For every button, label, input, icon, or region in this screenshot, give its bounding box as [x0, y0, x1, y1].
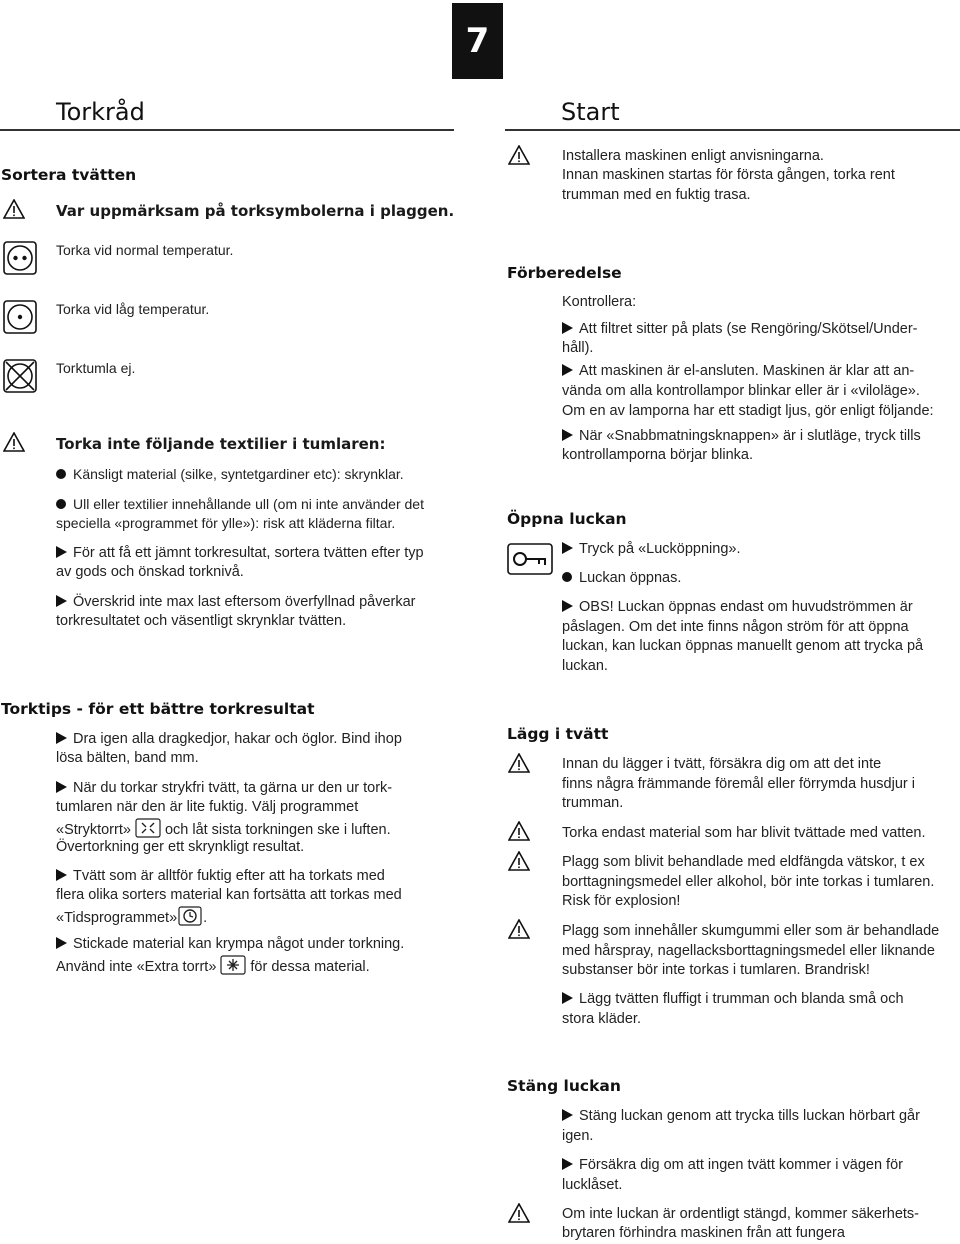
arrow-bullet-icon	[56, 869, 67, 881]
symbol-label-low: Torka vid låg temperatur.	[56, 301, 210, 317]
arrow-bullet-icon	[562, 364, 573, 376]
sort-bullet-1-text: Känsligt material (silke, syntetgardiner etc): skrynklar.	[73, 466, 404, 482]
close-step-1-line-1: Stäng luckan genom att trycka tills luckan hörbart går	[579, 1108, 920, 1124]
page-number-tab	[452, 3, 503, 79]
sort-warning-2: Torka inte följande textilier i tumlaren:	[56, 435, 386, 453]
sort-bullet-1	[56, 465, 404, 485]
tip-4-program-name: Använd inte «Extra torrt»	[56, 959, 217, 975]
arrow-bullet-icon	[562, 1109, 573, 1121]
prep-item-1	[562, 320, 917, 340]
sort-arrow-1	[56, 544, 424, 564]
left-title: Torkråd	[56, 98, 145, 126]
sort-bullet-2	[56, 495, 424, 515]
load-warning-4-line-3: substanser bör inte torkas i tumlaren. Brandrisk!	[562, 962, 870, 978]
close-step-2-line-2: lucklåset.	[562, 1177, 623, 1193]
load-warning-4-line-1: Plagg som innehåller skumgummi eller som är behandlade	[562, 923, 940, 939]
load-heading: Lägg i tvätt	[507, 725, 609, 743]
tips-heading: Torktips - för ett bättre torkresultat	[1, 700, 315, 718]
load-warning-3-line-1: Plagg som blivit behandlade med eldfängda vätskor, t ex	[562, 854, 925, 870]
warning-icon	[508, 145, 530, 165]
load-warning-1-line-2: finns några främmande föremål eller förrymda husdjur i	[562, 776, 915, 792]
arrow-bullet-icon	[562, 429, 573, 441]
tip-4-line-2	[56, 955, 370, 982]
warning-icon	[3, 432, 25, 452]
open-step-3-line-4: luckan.	[562, 658, 608, 674]
tip-2-line-3-rest: och låt sista torkningen ske i luften.	[164, 822, 391, 838]
load-warning-1-line-1: Innan du lägger i tvätt, försäkra dig om att det inte	[562, 756, 882, 772]
sort-arrow-2	[56, 593, 416, 613]
open-step-2-text: Luckan öppnas.	[579, 570, 682, 586]
tip-2	[56, 779, 392, 799]
do-not-tumble-dry-icon	[3, 359, 37, 393]
tip-4-line-2-rest: för dessa material.	[250, 959, 370, 975]
close-step-1	[562, 1107, 920, 1127]
sort-arrow-2-line-2: torkresultatet och väsentligt skrynklar tvätten.	[56, 613, 347, 629]
left-title-rule	[0, 129, 454, 131]
open-step-3-line-3: luckan, kan luckan öppnas manuellt genom att trycka på	[562, 638, 924, 654]
tip-3	[56, 867, 385, 887]
tip-3-line-3-end: .	[203, 910, 208, 926]
tip-2-line-2: tumlaren när den är lite fuktig. Välj programmet	[56, 799, 359, 815]
tumble-dry-normal-icon	[3, 241, 37, 275]
bullet-dot	[56, 469, 66, 479]
tip-1	[56, 730, 402, 750]
door-key-icon	[507, 543, 553, 575]
prep-item-2-line-1: Att maskinen är el-ansluten. Maskinen är klar att an-	[579, 363, 915, 379]
sort-heading: Sortera tvätten	[1, 166, 137, 184]
open-step-3	[562, 598, 913, 618]
close-heading: Stäng luckan	[507, 1077, 621, 1095]
arrow-bullet-icon	[562, 542, 573, 554]
load-warning-3-line-3: Risk för explosion!	[562, 893, 681, 909]
right-title: Start	[561, 98, 620, 126]
warning-icon	[508, 851, 530, 871]
sort-warning: Var uppmärksam på torksymbolerna i plaggen.	[56, 202, 455, 220]
open-step-1-text: Tryck på «Lucköppning».	[579, 541, 741, 557]
arrow-bullet-icon	[56, 937, 67, 949]
tip-2-program-name: «Stryktorrt»	[56, 822, 131, 838]
prep-item-1-line-1: Att filtret sitter på plats (se Rengöring/Skötsel/Under-	[579, 321, 918, 337]
prep-heading: Förberedelse	[507, 264, 622, 282]
close-step-2	[562, 1156, 903, 1176]
prep-item-3	[562, 427, 921, 447]
open-step-3-line-1: OBS! Luckan öppnas endast om huvudströmmen är	[579, 599, 913, 615]
symbol-label-normal: Torka vid normal temperatur.	[56, 242, 234, 258]
close-step-2-line-1: Försäkra dig om att ingen tvätt kommer i vägen för	[579, 1157, 903, 1173]
warning-icon	[3, 199, 25, 219]
tip-3-line-2: flera olika sorters material kan fortsätta att torkas med	[56, 887, 402, 903]
load-warning-4-line-2: med hårspray, nagellacksborttagningsmedel eller liknande	[562, 943, 935, 959]
load-warning-1-line-3: trumman.	[562, 795, 624, 811]
tip-3-line-1: Tvätt som är alltför fuktig efter att ha torkats med	[73, 868, 385, 884]
open-step-1	[562, 540, 740, 560]
tip-1-line-2: lösa bälten, band mm.	[56, 750, 199, 766]
prep-item-2-line-3: Om en av lamporna har ett stadigt ljus, gör enligt följande:	[562, 403, 934, 419]
warning-icon	[508, 821, 530, 841]
timer-program-icon	[178, 906, 202, 933]
arrow-bullet-icon	[562, 322, 573, 334]
bullet-dot	[56, 499, 66, 509]
close-warning-line-2: brytaren förhindra maskinen från att fungera	[562, 1225, 845, 1241]
arrow-bullet-icon	[56, 595, 67, 607]
tip-3-line-3	[56, 906, 207, 933]
prep-item-2-line-2: vända om alla kontrollampor blinkar eller är i «viloläge».	[562, 383, 920, 399]
tumble-dry-low-icon	[3, 300, 37, 334]
start-intro-line-1: Installera maskinen enligt anvisningarna.	[562, 148, 824, 164]
prep-item-2	[562, 362, 914, 382]
sort-arrow-1-line-2: av gods och önskad torknivå.	[56, 564, 244, 580]
arrow-bullet-icon	[56, 546, 67, 558]
load-warning-2: Torka endast material som har blivit tvättade med vatten.	[562, 825, 926, 841]
arrow-bullet-icon	[562, 600, 573, 612]
open-heading: Öppna luckan	[507, 510, 627, 528]
prep-item-1-line-2: håll).	[562, 340, 594, 356]
sort-bullet-2-line-2: speciella «programmet för ylle»): risk att kläderna filtar.	[56, 515, 396, 531]
load-action-line-1: Lägg tvätten fluffigt i trumman och blanda små och	[579, 991, 904, 1007]
tip-3-program-name: «Tidsprogrammet»	[56, 910, 178, 926]
arrow-bullet-icon	[562, 1158, 573, 1170]
load-action-line-2: stora kläder.	[562, 1011, 641, 1027]
prep-item-3-line-2: kontrollamporna börjar blinka.	[562, 447, 754, 463]
arrow-bullet-icon	[562, 992, 573, 1004]
page-number: 7	[465, 21, 490, 61]
arrow-bullet-icon	[56, 732, 67, 744]
tip-4-line-1: Stickade material kan krympa något under torkning.	[73, 936, 405, 952]
start-intro-line-2: Innan maskinen startas för första gången, torka rent	[562, 167, 895, 183]
start-intro-line-3: trumman med en fuktig trasa.	[562, 187, 751, 203]
sort-arrow-1-line-1: För att få ett jämnt torkresultat, sortera tvätten efter typ	[73, 545, 424, 561]
tip-2-line-1: När du torkar strykfri tvätt, ta gärna ur den ur tork-	[73, 780, 393, 796]
warning-icon	[508, 919, 530, 939]
bullet-dot	[562, 572, 572, 582]
tip-4	[56, 935, 404, 955]
extra-dry-icon	[220, 955, 246, 982]
sort-arrow-2-line-1: Överskrid inte max last eftersom överfyllnad påverkar	[73, 594, 416, 610]
close-step-1-line-2: igen.	[562, 1128, 594, 1144]
open-step-2	[562, 569, 681, 589]
warning-icon	[508, 753, 530, 773]
load-action	[562, 990, 904, 1010]
load-warning-3-line-2: borttagningsmedel eller alkohol, bör inte torkas i tumlaren.	[562, 874, 935, 890]
close-warning-line-1: Om inte luckan är ordentligt stängd, kommer säkerhets-	[562, 1206, 920, 1222]
open-step-3-line-2: påslagen. Om det inte finns någon ström för att öppna	[562, 619, 909, 635]
prep-item-3-line-1: När «Snabbmatningsknappen» är i slutläge, tryck tills	[579, 428, 921, 444]
arrow-bullet-icon	[56, 781, 67, 793]
symbol-label-no-dry: Torktumla ej.	[56, 360, 136, 376]
sort-bullet-2-line-1: Ull eller textilier innehållande ull (om ni inte använder det	[73, 496, 424, 512]
warning-icon	[508, 1203, 530, 1223]
tip-1-line-1: Dra igen alla dragkedjor, hakar och öglor. Bind ihop	[73, 731, 402, 747]
prep-check: Kontrollera:	[562, 294, 637, 310]
right-title-rule	[505, 129, 960, 131]
tip-2-line-4: Övertorkning ger ett skrynkligt resultat.	[56, 839, 305, 855]
